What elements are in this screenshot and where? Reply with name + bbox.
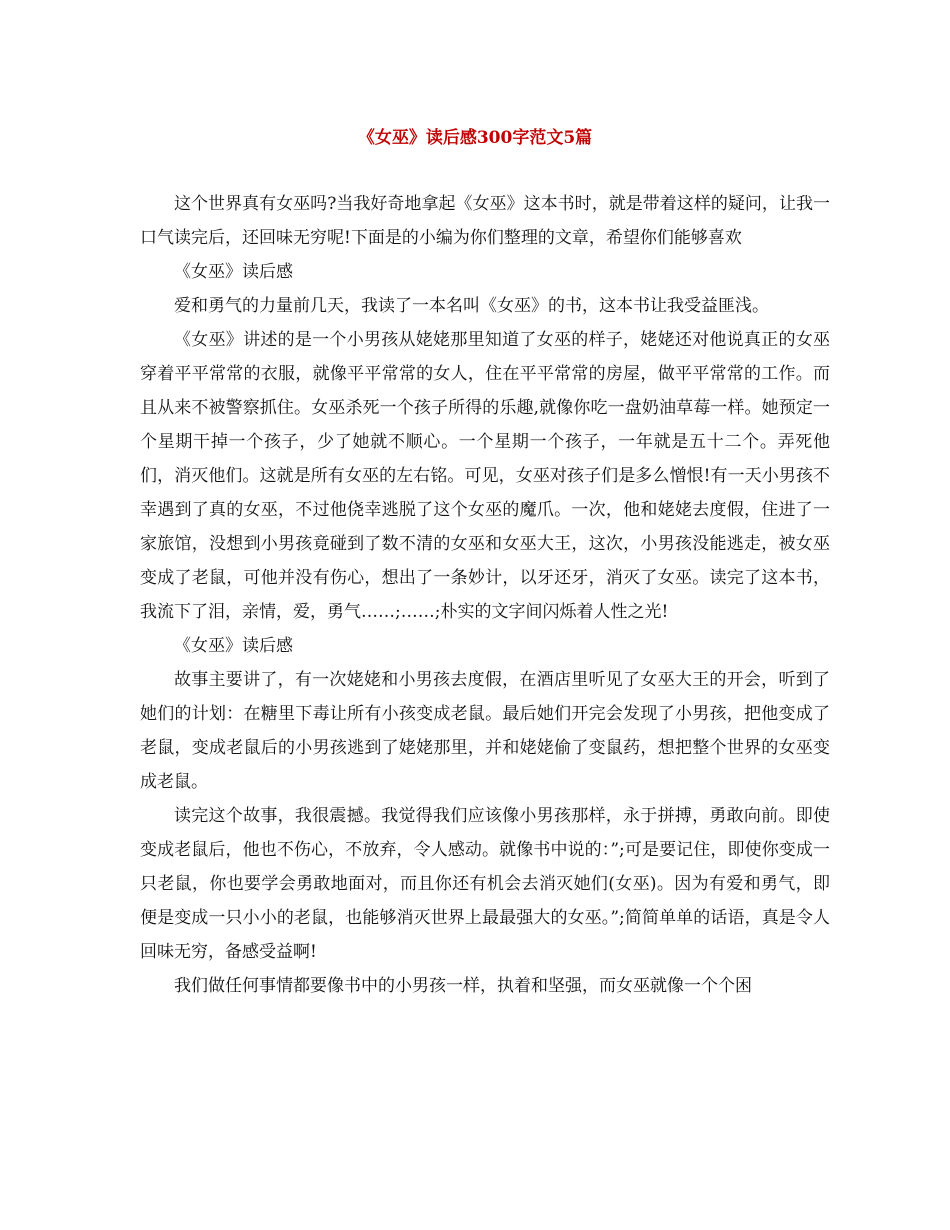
document-title: 《女巫》读后感300字范文5篇 bbox=[357, 128, 593, 148]
paragraph: 故事主要讲了，有一次姥姥和小男孩去度假，在酒店里听见了女巫大王的开会，听到了她们的计划：在糖里下毒让所有小孩变成老鼠。最后她们开完会发现了小男孩，把他变成了老鼠，变成老鼠后的小男孩逃到了姥姥那里，并和姥姥偷了变鼠药，想把整个世界的女巫变成老鼠。 bbox=[140, 670, 830, 792]
paragraph-intro: 这个世界真有女巫吗?当我好奇地拿起《女巫》这本书时，就是带着这样的疑问，让我一口气读完后，还回味无穷呢!下面是的小编为你们整理的文章，希望你们能够喜欢 bbox=[140, 194, 830, 248]
section-heading: 《女巫》读后感 bbox=[174, 636, 293, 656]
section-heading: 《女巫》读后感 bbox=[174, 262, 293, 282]
document-body bbox=[140, 187, 830, 1003]
paragraph: 我们做任何事情都要像书中的小男孩一样，执着和坚强，而女巫就像一个个困 bbox=[174, 976, 752, 996]
paragraph: 爱和勇气的力量前几天，我读了一本名叫《女巫》的书，这本书让我受益匪浅。 bbox=[174, 296, 769, 316]
paragraph: 读完这个故事，我很震撼。我觉得我们应该像小男孩那样，永于拼搏，勇敢向前。即使变成老鼠后，他也不伤心，不放弃，令人感动。就像书中说的：”;可是要记住，即使你变成一只老鼠，你也要学会勇敢地面对，而且你还有机会去消灭她们(女巫)。因为有爱和勇气，即便是变成一只小小的老鼠，也能够消灭世界上最最强大的女巫。”;简简单单的话语，真是令人回味无穷，备感受益啊! bbox=[140, 806, 830, 962]
paragraph: 《女巫》讲述的是一个小男孩从姥姥那里知道了女巫的样子，姥姥还对他说真正的女巫穿着平平常常的衣服，就像平平常常的女人，住在平平常常的房屋，做平平常常的工作。而且从来不被警察抓住。女巫杀死一个孩子所得的乐趣,就像你吃一盘奶油草莓一样。她预定一个星期干掉一个孩子，少了她就不顺心。一个星期一个孩子，一年就是五十二个。弄死他们，消灭他们。这就是所有女巫的左右铭。可见，女巫对孩子们是多么憎恨!有一天小男孩不幸遇到了真的女巫，不过他侥幸逃脱了这个女巫的魔爪。一次，他和姥姥去度假，住进了一家旅馆，没想到小男孩竟碰到了数不清的女巫和女巫大王，这次，小男孩没能逃走，被女巫变成了老鼠，可他并没有伤心，想出了一条妙计，以牙还牙，消灭了女巫。读完了这本书，我流下了泪，亲情，爱，勇气……;……;朴实的文字间闪烁着人性之光! bbox=[140, 330, 830, 622]
